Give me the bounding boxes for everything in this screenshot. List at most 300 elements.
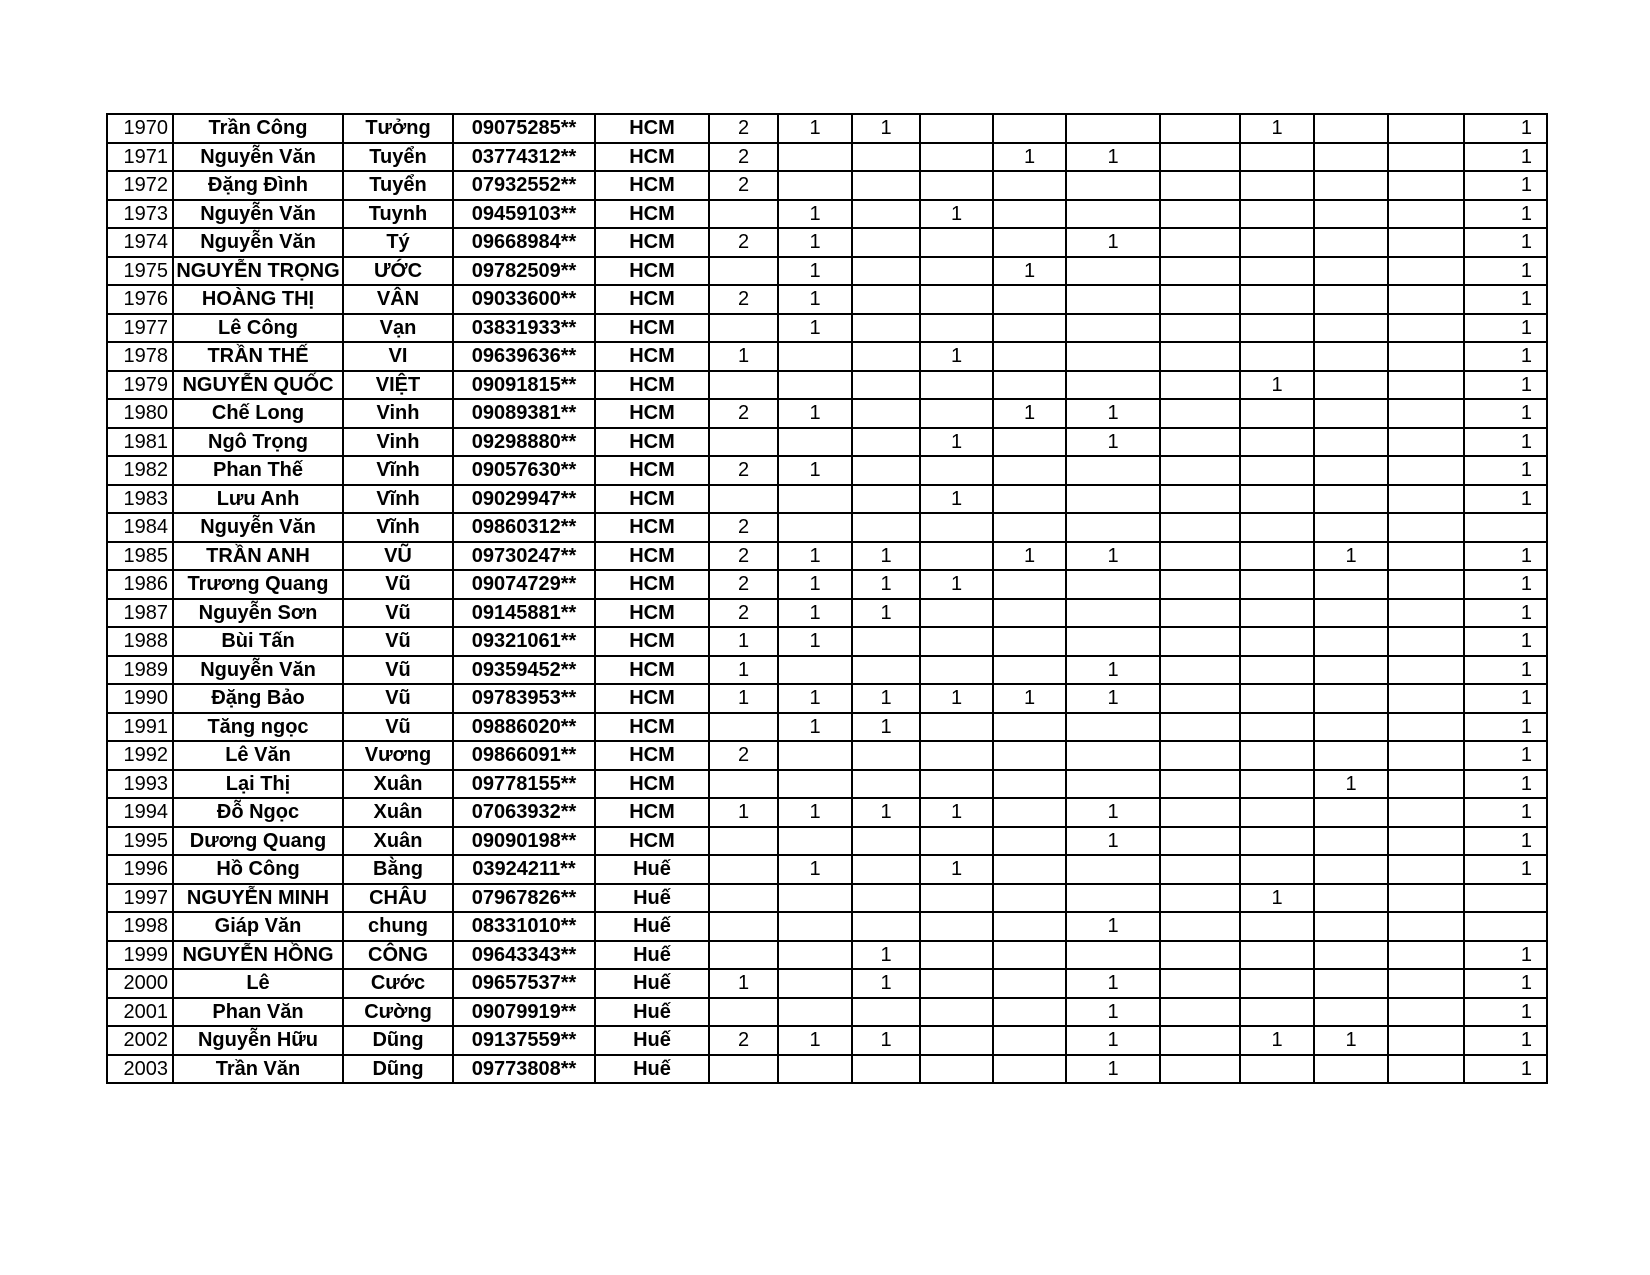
col-14-cell — [1314, 827, 1388, 856]
col-8-cell: 1 — [852, 941, 920, 970]
col-6-cell — [709, 884, 778, 913]
last-middle-name-cell: Đặng Đình — [173, 171, 343, 200]
col-13-cell — [1240, 285, 1314, 314]
col-6-cell — [709, 998, 778, 1027]
col-15-cell — [1388, 1055, 1464, 1084]
col-14-cell — [1314, 200, 1388, 229]
col-8-cell — [852, 627, 920, 656]
col-13-cell — [1240, 627, 1314, 656]
col-13-cell — [1240, 741, 1314, 770]
col-16-cell — [1464, 912, 1547, 941]
location-cell: HCM — [595, 599, 709, 628]
col-8-cell — [852, 171, 920, 200]
row-number-cell: 1974 — [107, 228, 173, 257]
first-name-cell: chung — [343, 912, 453, 941]
row-number-cell: 1991 — [107, 713, 173, 742]
location-cell: HCM — [595, 428, 709, 457]
row-number-cell: 2001 — [107, 998, 173, 1027]
phone-number-cell: 09866091** — [453, 741, 595, 770]
col-13-cell — [1240, 428, 1314, 457]
col-6-cell — [709, 1055, 778, 1084]
last-middle-name-cell: Phan Văn — [173, 998, 343, 1027]
row-number-cell: 1979 — [107, 371, 173, 400]
location-cell: HCM — [595, 342, 709, 371]
col-14-cell — [1314, 941, 1388, 970]
col-9-cell: 1 — [920, 485, 993, 514]
col-7-cell — [778, 656, 852, 685]
col-9-cell: 1 — [920, 570, 993, 599]
col-6-cell: 2 — [709, 1026, 778, 1055]
col-13-cell — [1240, 912, 1314, 941]
col-11-cell: 1 — [1066, 1055, 1160, 1084]
row-number-cell: 1999 — [107, 941, 173, 970]
col-10-cell — [993, 912, 1066, 941]
col-11-cell — [1066, 941, 1160, 970]
col-16-cell: 1 — [1464, 456, 1547, 485]
col-8-cell: 1 — [852, 713, 920, 742]
col-9-cell — [920, 969, 993, 998]
col-10-cell — [993, 570, 1066, 599]
last-middle-name-cell: Nguyễn Sơn — [173, 599, 343, 628]
col-14-cell: 1 — [1314, 1026, 1388, 1055]
col-8-cell — [852, 428, 920, 457]
col-6-cell: 1 — [709, 342, 778, 371]
col-16-cell: 1 — [1464, 827, 1547, 856]
col-15-cell — [1388, 684, 1464, 713]
col-14-cell — [1314, 143, 1388, 172]
col-7-cell: 1 — [778, 1026, 852, 1055]
col-9-cell — [920, 542, 993, 571]
row-number-cell: 1985 — [107, 542, 173, 571]
col-7-cell — [778, 884, 852, 913]
col-14-cell — [1314, 998, 1388, 1027]
col-16-cell: 1 — [1464, 228, 1547, 257]
first-name-cell: VIỆT — [343, 371, 453, 400]
phone-number-cell: 09782509** — [453, 257, 595, 286]
col-8-cell — [852, 1055, 920, 1084]
col-12-cell — [1160, 713, 1240, 742]
col-8-cell — [852, 399, 920, 428]
table-row — [107, 827, 1547, 856]
phone-number-cell: 09730247** — [453, 542, 595, 571]
col-6-cell: 1 — [709, 798, 778, 827]
col-15-cell — [1388, 456, 1464, 485]
row-number-cell: 1998 — [107, 912, 173, 941]
location-cell: Huế — [595, 1026, 709, 1055]
col-14-cell: 1 — [1314, 770, 1388, 799]
col-10-cell — [993, 798, 1066, 827]
col-9-cell: 1 — [920, 798, 993, 827]
first-name-cell: Xuân — [343, 827, 453, 856]
row-number-cell: 1984 — [107, 513, 173, 542]
col-7-cell: 1 — [778, 627, 852, 656]
col-10-cell — [993, 200, 1066, 229]
first-name-cell: Xuân — [343, 770, 453, 799]
col-14-cell — [1314, 627, 1388, 656]
table-row — [107, 855, 1547, 884]
col-14-cell — [1314, 485, 1388, 514]
col-8-cell: 1 — [852, 1026, 920, 1055]
last-middle-name-cell: Bùi Tấn — [173, 627, 343, 656]
first-name-cell: Vĩnh — [343, 513, 453, 542]
col-10-cell — [993, 285, 1066, 314]
col-15-cell — [1388, 114, 1464, 143]
location-cell: HCM — [595, 513, 709, 542]
row-number-cell: 1976 — [107, 285, 173, 314]
col-15-cell — [1388, 542, 1464, 571]
col-13-cell — [1240, 599, 1314, 628]
first-name-cell: Tuyển — [343, 171, 453, 200]
col-14-cell — [1314, 656, 1388, 685]
col-7-cell: 1 — [778, 285, 852, 314]
table-row — [107, 770, 1547, 799]
col-12-cell — [1160, 200, 1240, 229]
col-14-cell — [1314, 399, 1388, 428]
col-11-cell: 1 — [1066, 798, 1160, 827]
col-12-cell — [1160, 1055, 1240, 1084]
col-10-cell — [993, 998, 1066, 1027]
col-10-cell — [993, 713, 1066, 742]
col-10-cell: 1 — [993, 399, 1066, 428]
first-name-cell: Vũ — [343, 570, 453, 599]
table-row — [107, 428, 1547, 457]
col-11-cell: 1 — [1066, 428, 1160, 457]
col-11-cell — [1066, 456, 1160, 485]
col-7-cell — [778, 941, 852, 970]
col-15-cell — [1388, 1026, 1464, 1055]
col-12-cell — [1160, 171, 1240, 200]
first-name-cell: Vũ — [343, 713, 453, 742]
col-7-cell: 1 — [778, 200, 852, 229]
col-15-cell — [1388, 171, 1464, 200]
location-cell: HCM — [595, 314, 709, 343]
first-name-cell: ƯỚC — [343, 257, 453, 286]
col-9-cell: 1 — [920, 684, 993, 713]
col-11-cell: 1 — [1066, 656, 1160, 685]
last-middle-name-cell: NGUYỄN QUỐC — [173, 371, 343, 400]
row-number-cell: 1987 — [107, 599, 173, 628]
col-13-cell — [1240, 827, 1314, 856]
col-8-cell — [852, 741, 920, 770]
col-12-cell — [1160, 998, 1240, 1027]
col-12-cell — [1160, 912, 1240, 941]
col-15-cell — [1388, 314, 1464, 343]
col-8-cell — [852, 200, 920, 229]
col-14-cell — [1314, 114, 1388, 143]
table-row — [107, 798, 1547, 827]
col-8-cell — [852, 827, 920, 856]
row-number-cell: 1996 — [107, 855, 173, 884]
col-8-cell: 1 — [852, 570, 920, 599]
location-cell: HCM — [595, 684, 709, 713]
col-8-cell — [852, 228, 920, 257]
col-11-cell — [1066, 741, 1160, 770]
col-11-cell: 1 — [1066, 969, 1160, 998]
location-cell: Huế — [595, 1055, 709, 1084]
col-16-cell: 1 — [1464, 143, 1547, 172]
col-8-cell — [852, 285, 920, 314]
col-7-cell — [778, 513, 852, 542]
table-row — [107, 570, 1547, 599]
table-row — [107, 599, 1547, 628]
col-10-cell — [993, 456, 1066, 485]
last-middle-name-cell: Trần Công — [173, 114, 343, 143]
col-15-cell — [1388, 713, 1464, 742]
col-9-cell — [920, 314, 993, 343]
location-cell: HCM — [595, 485, 709, 514]
col-9-cell: 1 — [920, 200, 993, 229]
table-row — [107, 257, 1547, 286]
col-10-cell — [993, 941, 1066, 970]
col-15-cell — [1388, 143, 1464, 172]
first-name-cell: Vĩnh — [343, 485, 453, 514]
col-11-cell — [1066, 513, 1160, 542]
col-16-cell: 1 — [1464, 941, 1547, 970]
col-16-cell: 1 — [1464, 371, 1547, 400]
col-10-cell — [993, 1026, 1066, 1055]
col-10-cell — [993, 770, 1066, 799]
first-name-cell: VI — [343, 342, 453, 371]
col-16-cell: 1 — [1464, 570, 1547, 599]
first-name-cell: Vĩnh — [343, 456, 453, 485]
last-middle-name-cell: Lưu Anh — [173, 485, 343, 514]
col-15-cell — [1388, 257, 1464, 286]
col-15-cell — [1388, 741, 1464, 770]
col-15-cell — [1388, 912, 1464, 941]
col-10-cell: 1 — [993, 257, 1066, 286]
col-11-cell — [1066, 570, 1160, 599]
phone-number-cell: 09639636** — [453, 342, 595, 371]
table-row — [107, 143, 1547, 172]
table-row — [107, 941, 1547, 970]
row-number-cell: 1973 — [107, 200, 173, 229]
row-number-cell: 1988 — [107, 627, 173, 656]
col-14-cell — [1314, 171, 1388, 200]
col-7-cell — [778, 485, 852, 514]
col-8-cell — [852, 884, 920, 913]
col-12-cell — [1160, 656, 1240, 685]
col-9-cell — [920, 656, 993, 685]
col-12-cell — [1160, 798, 1240, 827]
col-7-cell — [778, 428, 852, 457]
location-cell: Huế — [595, 912, 709, 941]
col-14-cell — [1314, 570, 1388, 599]
phone-number-cell: 09298880** — [453, 428, 595, 457]
col-7-cell — [778, 1055, 852, 1084]
row-number-cell: 1997 — [107, 884, 173, 913]
col-14-cell — [1314, 969, 1388, 998]
col-12-cell — [1160, 542, 1240, 571]
col-8-cell — [852, 456, 920, 485]
col-10-cell — [993, 342, 1066, 371]
col-13-cell: 1 — [1240, 371, 1314, 400]
col-6-cell: 2 — [709, 285, 778, 314]
col-13-cell — [1240, 656, 1314, 685]
col-11-cell — [1066, 770, 1160, 799]
last-middle-name-cell: Nguyễn Văn — [173, 513, 343, 542]
first-name-cell: Vương — [343, 741, 453, 770]
phone-number-cell: 08331010** — [453, 912, 595, 941]
table-row — [107, 399, 1547, 428]
location-cell: HCM — [595, 171, 709, 200]
table-row — [107, 684, 1547, 713]
col-12-cell — [1160, 399, 1240, 428]
col-12-cell — [1160, 371, 1240, 400]
table-row — [107, 114, 1547, 143]
row-number-cell: 1986 — [107, 570, 173, 599]
col-6-cell: 2 — [709, 570, 778, 599]
phone-number-cell: 09089381** — [453, 399, 595, 428]
col-13-cell — [1240, 171, 1314, 200]
col-11-cell: 1 — [1066, 998, 1160, 1027]
col-13-cell — [1240, 342, 1314, 371]
col-10-cell: 1 — [993, 684, 1066, 713]
col-14-cell — [1314, 684, 1388, 713]
col-6-cell: 2 — [709, 542, 778, 571]
col-16-cell: 1 — [1464, 342, 1547, 371]
col-6-cell: 2 — [709, 228, 778, 257]
col-6-cell — [709, 770, 778, 799]
col-10-cell — [993, 485, 1066, 514]
col-7-cell: 1 — [778, 114, 852, 143]
last-middle-name-cell: Ngô Trọng — [173, 428, 343, 457]
phone-number-cell: 09783953** — [453, 684, 595, 713]
col-16-cell: 1 — [1464, 1026, 1547, 1055]
col-9-cell — [920, 171, 993, 200]
col-6-cell — [709, 428, 778, 457]
col-8-cell — [852, 656, 920, 685]
phone-number-cell: 09459103** — [453, 200, 595, 229]
col-16-cell — [1464, 884, 1547, 913]
location-cell: HCM — [595, 456, 709, 485]
col-11-cell — [1066, 884, 1160, 913]
col-9-cell — [920, 1026, 993, 1055]
col-15-cell — [1388, 399, 1464, 428]
first-name-cell: Tưởng — [343, 114, 453, 143]
col-16-cell: 1 — [1464, 1055, 1547, 1084]
first-name-cell: Vũ — [343, 684, 453, 713]
col-7-cell: 1 — [778, 399, 852, 428]
col-6-cell — [709, 314, 778, 343]
col-13-cell — [1240, 228, 1314, 257]
col-13-cell — [1240, 998, 1314, 1027]
col-8-cell — [852, 998, 920, 1027]
col-14-cell — [1314, 342, 1388, 371]
phone-number-cell: 09773808** — [453, 1055, 595, 1084]
col-7-cell: 1 — [778, 684, 852, 713]
col-12-cell — [1160, 342, 1240, 371]
col-15-cell — [1388, 827, 1464, 856]
col-16-cell: 1 — [1464, 656, 1547, 685]
col-16-cell: 1 — [1464, 485, 1547, 514]
col-15-cell — [1388, 855, 1464, 884]
last-middle-name-cell: Lê Công — [173, 314, 343, 343]
col-11-cell — [1066, 342, 1160, 371]
col-7-cell: 1 — [778, 855, 852, 884]
col-9-cell — [920, 257, 993, 286]
col-12-cell — [1160, 228, 1240, 257]
first-name-cell: CHÂU — [343, 884, 453, 913]
col-12-cell — [1160, 513, 1240, 542]
location-cell: Huế — [595, 998, 709, 1027]
location-cell: Huế — [595, 855, 709, 884]
phone-number-cell: 09033600** — [453, 285, 595, 314]
col-7-cell — [778, 741, 852, 770]
col-15-cell — [1388, 599, 1464, 628]
col-12-cell — [1160, 627, 1240, 656]
col-11-cell: 1 — [1066, 1026, 1160, 1055]
phone-number-cell: 09137559** — [453, 1026, 595, 1055]
col-11-cell — [1066, 485, 1160, 514]
location-cell: HCM — [595, 741, 709, 770]
col-11-cell — [1066, 171, 1160, 200]
last-middle-name-cell: Đỗ Ngọc — [173, 798, 343, 827]
table-row — [107, 741, 1547, 770]
col-6-cell: 2 — [709, 399, 778, 428]
location-cell: Huế — [595, 884, 709, 913]
table-row — [107, 371, 1547, 400]
col-8-cell — [852, 855, 920, 884]
phone-number-cell: 07063932** — [453, 798, 595, 827]
col-7-cell: 1 — [778, 570, 852, 599]
col-8-cell — [852, 513, 920, 542]
col-9-cell — [920, 143, 993, 172]
phone-number-cell: 09057630** — [453, 456, 595, 485]
col-6-cell: 1 — [709, 656, 778, 685]
table-row — [107, 200, 1547, 229]
col-7-cell — [778, 998, 852, 1027]
col-6-cell — [709, 855, 778, 884]
col-16-cell: 1 — [1464, 684, 1547, 713]
first-name-cell: Bằng — [343, 855, 453, 884]
col-14-cell — [1314, 456, 1388, 485]
col-6-cell: 2 — [709, 114, 778, 143]
col-13-cell: 1 — [1240, 1026, 1314, 1055]
last-middle-name-cell: Trần Văn — [173, 1055, 343, 1084]
last-middle-name-cell: Nguyễn Văn — [173, 143, 343, 172]
phone-number-cell: 03774312** — [453, 143, 595, 172]
col-13-cell — [1240, 143, 1314, 172]
col-12-cell — [1160, 770, 1240, 799]
last-middle-name-cell: Giáp Văn — [173, 912, 343, 941]
col-15-cell — [1388, 371, 1464, 400]
col-13-cell — [1240, 513, 1314, 542]
row-number-cell: 1980 — [107, 399, 173, 428]
col-16-cell: 1 — [1464, 969, 1547, 998]
table-row — [107, 912, 1547, 941]
first-name-cell: VŨ — [343, 542, 453, 571]
col-14-cell — [1314, 741, 1388, 770]
col-8-cell — [852, 342, 920, 371]
col-13-cell — [1240, 1055, 1314, 1084]
col-9-cell — [920, 599, 993, 628]
phone-number-cell: 07932552** — [453, 171, 595, 200]
col-13-cell — [1240, 684, 1314, 713]
col-7-cell — [778, 969, 852, 998]
col-8-cell — [852, 371, 920, 400]
col-7-cell: 1 — [778, 314, 852, 343]
col-7-cell — [778, 342, 852, 371]
col-14-cell — [1314, 513, 1388, 542]
col-6-cell — [709, 941, 778, 970]
last-middle-name-cell: Lại Thị — [173, 770, 343, 799]
col-15-cell — [1388, 342, 1464, 371]
col-11-cell: 1 — [1066, 143, 1160, 172]
col-11-cell: 1 — [1066, 542, 1160, 571]
location-cell: HCM — [595, 114, 709, 143]
col-7-cell: 1 — [778, 542, 852, 571]
col-7-cell — [778, 827, 852, 856]
